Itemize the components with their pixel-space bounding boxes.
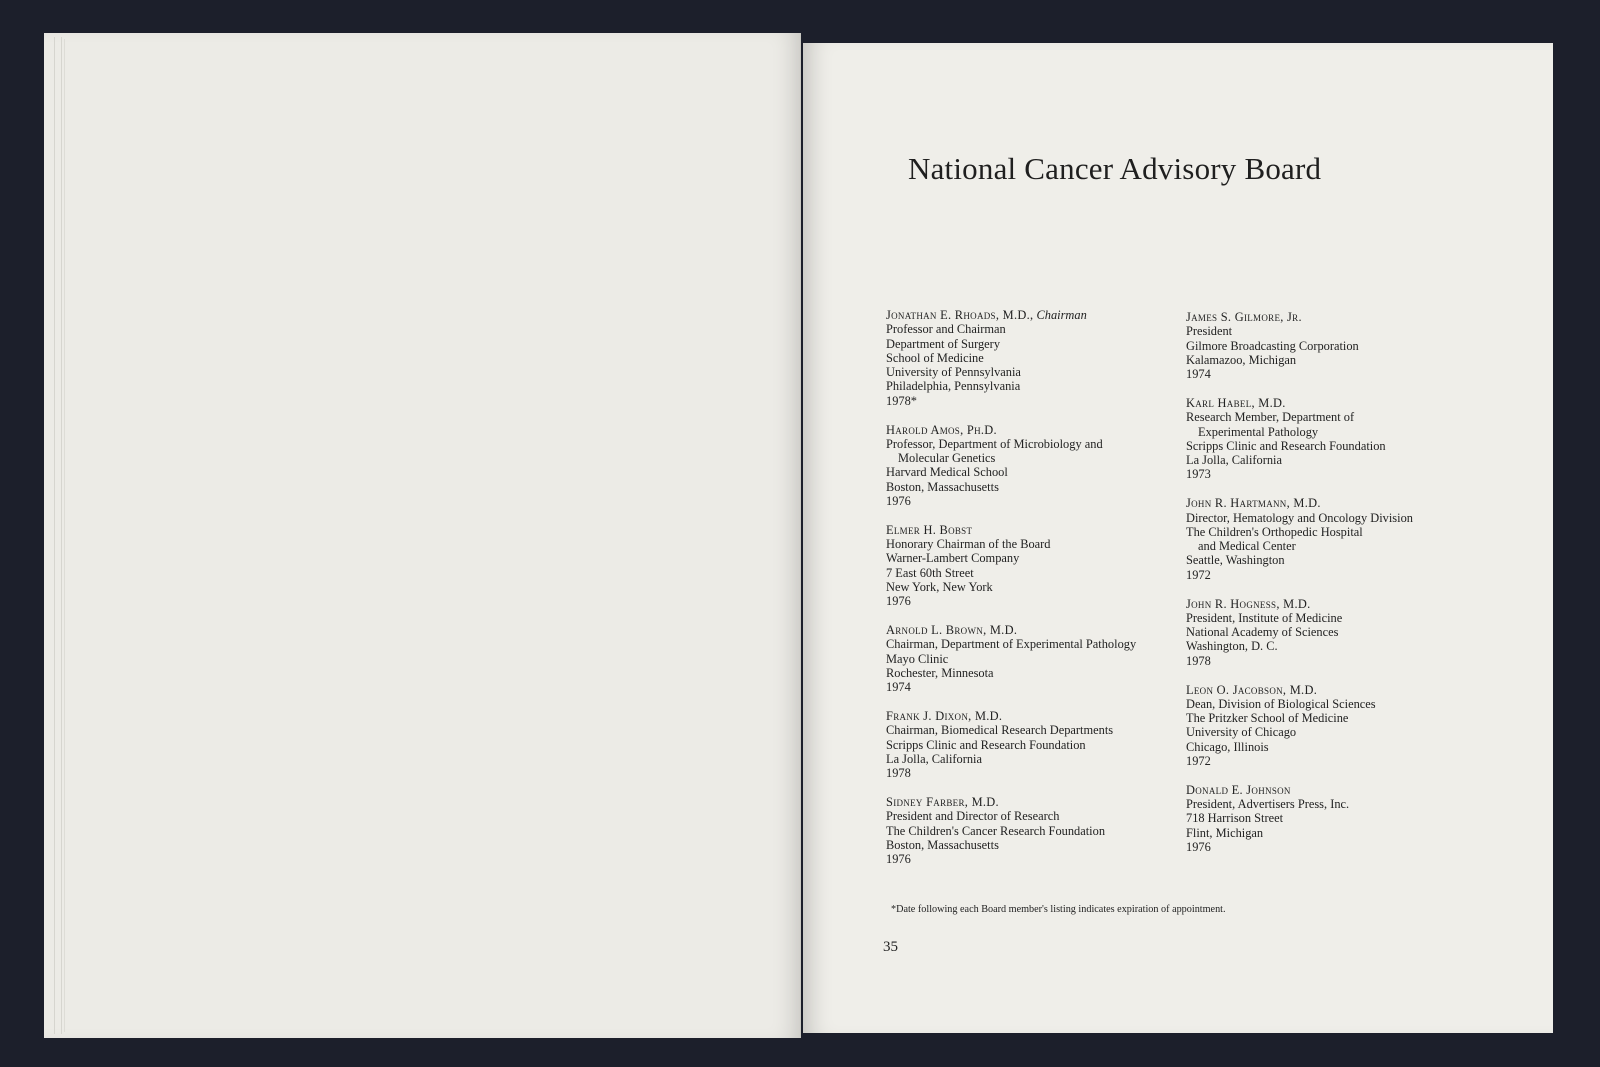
member-detail-line: Dean, Division of Biological Sciences [1186, 696, 1376, 711]
member-role: Chairman [1036, 308, 1087, 322]
member-detail-line: Rochester, Minnesota [886, 666, 994, 681]
member-detail-line: The Children's Cancer Research Foundation [886, 823, 1106, 838]
member-name: Harold Amos, Ph.D. [886, 422, 997, 437]
member-detail-line: Washington, D. C. [1186, 639, 1278, 654]
member-detail-line: National Academy of Sciences [1186, 625, 1339, 640]
member-term-year: 1976 [886, 852, 911, 867]
member-detail-line: Boston, Massachusetts [886, 838, 999, 852]
member-term-year: 1976 [886, 494, 911, 509]
member-name-line [886, 709, 1186, 723]
member-term-year: 1974 [1186, 367, 1211, 382]
member-name-line [886, 623, 1186, 637]
member-name: John R. Hartmann, M.D. [1186, 496, 1321, 511]
member-name: Donald E. Johnson [1186, 782, 1291, 797]
member-name-line [1186, 310, 1506, 324]
member-detail-line: 718 Harrison Street [1186, 811, 1284, 826]
member-term-year: 1978* [886, 393, 917, 408]
member-term-year: 1976 [886, 594, 911, 609]
member-name: James S. Gilmore, Jr. [1186, 310, 1302, 324]
page-edges [54, 37, 62, 1034]
member-term-year: 1972 [1186, 754, 1211, 769]
member-entry [1186, 683, 1506, 769]
member-entry [886, 523, 1186, 609]
member-entry [1186, 496, 1506, 582]
members-column-right [1186, 310, 1506, 869]
member-name-line [886, 423, 1186, 437]
member-name: Leon O. Jacobson, M.D. [1186, 682, 1318, 697]
member-name-line [886, 795, 1186, 809]
member-name: Karl Habel, M.D. [1186, 395, 1286, 410]
member-term-year: 1978 [1186, 653, 1211, 668]
member-detail-line: President, Institute of Medicine [1186, 610, 1343, 625]
right-page [803, 43, 1553, 1033]
member-detail-line: President and Director of Research [886, 809, 1060, 824]
member-detail-line: University of Chicago [1186, 725, 1297, 740]
page-number: 35 [883, 939, 898, 955]
member-detail-line: Molecular Genetics [898, 451, 996, 466]
member-detail-line: Seattle, Washington [1186, 553, 1285, 568]
member-detail-line: The Pritzker School of Medicine [1186, 711, 1349, 726]
member-entry [886, 795, 1186, 866]
member-detail-line: Professor, Department of Microbiology and [886, 436, 1103, 451]
member-detail-line: President, Advertisers Press, Inc. [1186, 797, 1350, 812]
member-entry [886, 423, 1186, 509]
member-name-line [1186, 597, 1506, 611]
member-name-line [1186, 783, 1506, 797]
member-name-line [886, 523, 1186, 537]
member-detail-line: Boston, Massachusetts [886, 479, 999, 494]
member-entry [886, 308, 1186, 408]
member-detail-line: Scripps Clinic and Research Foundation [886, 737, 1086, 752]
member-detail-line: Harvard Medical School [886, 465, 1008, 480]
member-term-year: 1976 [1186, 840, 1211, 854]
member-detail-line: Philadelphia, Pennsylvania [886, 379, 1021, 394]
member-term-year: 1972 [1186, 567, 1211, 582]
member-detail-line: Professor and Chairman [886, 322, 1006, 337]
page-edges-inner [64, 39, 69, 1032]
member-name: Elmer H. Bobst [886, 522, 973, 537]
member-detail-line: President [1186, 324, 1233, 339]
member-entry [1186, 310, 1506, 381]
member-name-line [1186, 496, 1506, 510]
member-entry [886, 623, 1186, 694]
member-name: Sidney Farber, M.D. [886, 795, 999, 810]
member-detail-line: Gilmore Broadcasting Corporation [1186, 338, 1359, 353]
member-entry [1186, 783, 1506, 854]
member-detail-line: Mayo Clinic [886, 651, 949, 666]
member-detail-line: La Jolla, California [886, 752, 982, 767]
member-detail-line: Warner-Lambert Company [886, 551, 1020, 566]
member-term-year: 1973 [1186, 467, 1211, 482]
member-name-line [1186, 683, 1506, 697]
member-detail-line: Chicago, Illinois [1186, 739, 1269, 754]
member-detail-line: 7 East 60th Street [886, 565, 974, 580]
member-entry [886, 709, 1186, 780]
member-name-line [1186, 396, 1506, 410]
footnote: *Date following each Board member's listing indicates expiration of appointment. [891, 904, 1226, 915]
member-detail-line: La Jolla, California [1186, 453, 1282, 468]
member-detail-line: Chairman, Biomedical Research Departments [886, 723, 1114, 738]
member-detail-line: Experimental Pathology [1198, 424, 1319, 439]
member-name: Jonathan E. Rhoads, M.D., [886, 308, 1034, 322]
member-detail-line: and Medical Center [1198, 539, 1296, 554]
member-detail-line: New York, New York [886, 580, 993, 595]
member-detail-line: Chairman, Department of Experimental Pathology [886, 637, 1137, 652]
member-name: Frank J. Dixon, M.D. [886, 709, 1003, 724]
member-entry [1186, 396, 1506, 482]
member-detail-line: The Children's Orthopedic Hospital [1186, 524, 1363, 539]
left-page [44, 33, 801, 1038]
member-detail-line: Honorary Chairman of the Board [886, 537, 1051, 552]
member-name-line [886, 308, 1186, 322]
member-term-year: 1978 [886, 766, 911, 781]
member-entry [1186, 597, 1506, 668]
page-title: National Cancer Advisory Board [908, 151, 1322, 186]
members-column-left [886, 308, 1186, 881]
member-detail-line: Department of Surgery [886, 336, 1001, 351]
member-detail-line: Kalamazoo, Michigan [1186, 352, 1297, 367]
member-name: Arnold L. Brown, M.D. [886, 623, 1018, 638]
member-detail-line: Scripps Clinic and Research Foundation [1186, 438, 1386, 453]
member-detail-line: School of Medicine [886, 350, 984, 365]
member-term-year: 1974 [886, 680, 911, 695]
member-detail-line: University of Pennsylvania [886, 365, 1021, 380]
member-detail-line: Flint, Michigan [1186, 825, 1264, 840]
member-detail-line: Director, Hematology and Oncology Division [1186, 510, 1413, 525]
member-detail-line: Research Member, Department of [1186, 410, 1355, 425]
member-name: John R. Hogness, M.D. [1186, 596, 1311, 611]
